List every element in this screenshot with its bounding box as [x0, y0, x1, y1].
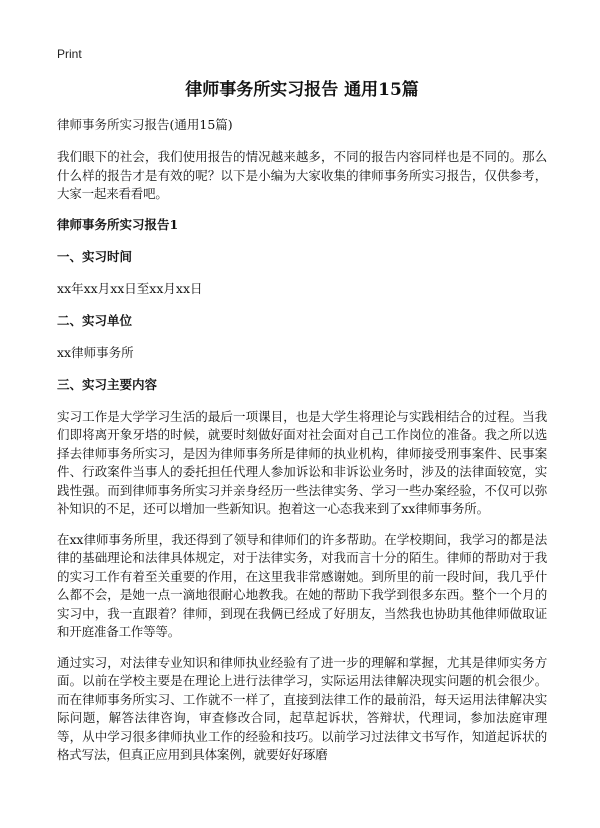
section-heading-unit: 二、实习单位: [57, 312, 133, 328]
intro-paragraph: 我们眼下的社会，我们使用报告的情况越来越多，不同的报告内容同样也是不同的。那么什么样的报告才是有效的呢？以下是小编为大家收集的律师事务所实习报告，仅供参考，大家一起来看看吧。: [57, 149, 547, 201]
content-paragraph-3: 通过实习，对法律专业知识和律师执业经验有了进一步的理解和掌握，尤其是律师实务方面。以前在学校主要是在理论上进行法律学习，实际运用法律解决现实问题的机会很少。而在律师事务所实习、工作就不一样了，直接到法律工作的最前沿，每天运用法律解决实际问题，解答法律咨询，审查修改合同，起草起诉状，答辩状，代理词，参加法庭审理等，从中学习很多律师执业工作的经验和技巧。以前学习过法律文书写作，知道起诉状的格式写法，但真正应用到具体案例，就要好好琢磨: [57, 654, 547, 762]
report-heading: 律师事务所实习报告1: [57, 216, 179, 232]
section-heading-content: 三、实习主要内容: [57, 376, 158, 392]
content-paragraph-1: 实习工作是大学学习生活的最后一项课目，也是大学生将理论与实践相结合的过程。当我们即将离开象牙塔的时候，就要时刻做好面对社会面对自己工作岗位的准备。我之所以选择去律师事务所实习，是因为律师事务所是律师的执业机构，律师接受刑事案件、民事案件、行政案件当事人的委托担任代理人参加诉讼和非诉讼业务时，涉及的法律面较宽，实践性强。而到律师事务所实习并亲身经历一些法律实务、学习一些办案经验，不仅可以弥补知识的不足，还可以增加一些新知识。抱着这一心态我来到了xx律师事务所。: [57, 408, 547, 516]
page-title: 律师事务所实习报告 通用15篇: [185, 80, 419, 100]
document-subtitle: 律师事务所实习报告(通用15篇): [57, 117, 233, 132]
document-page: [57, 78, 547, 777]
section-text-unit: xx律师事务所: [57, 344, 134, 360]
section-heading-time: 一、实习时间: [57, 248, 133, 264]
section-text-time: xx年xx月xx日至xx月xx日: [57, 280, 203, 296]
print-link[interactable]: Print: [57, 47, 82, 61]
content-paragraph-2: 在xx律师事务所里，我还得到了领导和律师们的许多帮助。在学校期间，我学习的都是法律的基础理论和法律具体规定，对于法律实务，对我而言十分的陌生。律师的帮助对于我的实习工作有着至关重要的作用，在这里我非常感谢她。到所里的前一段时间，我几乎什么都不会，是她一点一滴地很耐心地教我。在她的帮助下我学到很多东西。整个一个月的实习中，我一直跟着？律师，到现在我俩已经成了好朋友，当然我也协助其他律师做取证和开庭准备工作等等。: [57, 531, 547, 639]
